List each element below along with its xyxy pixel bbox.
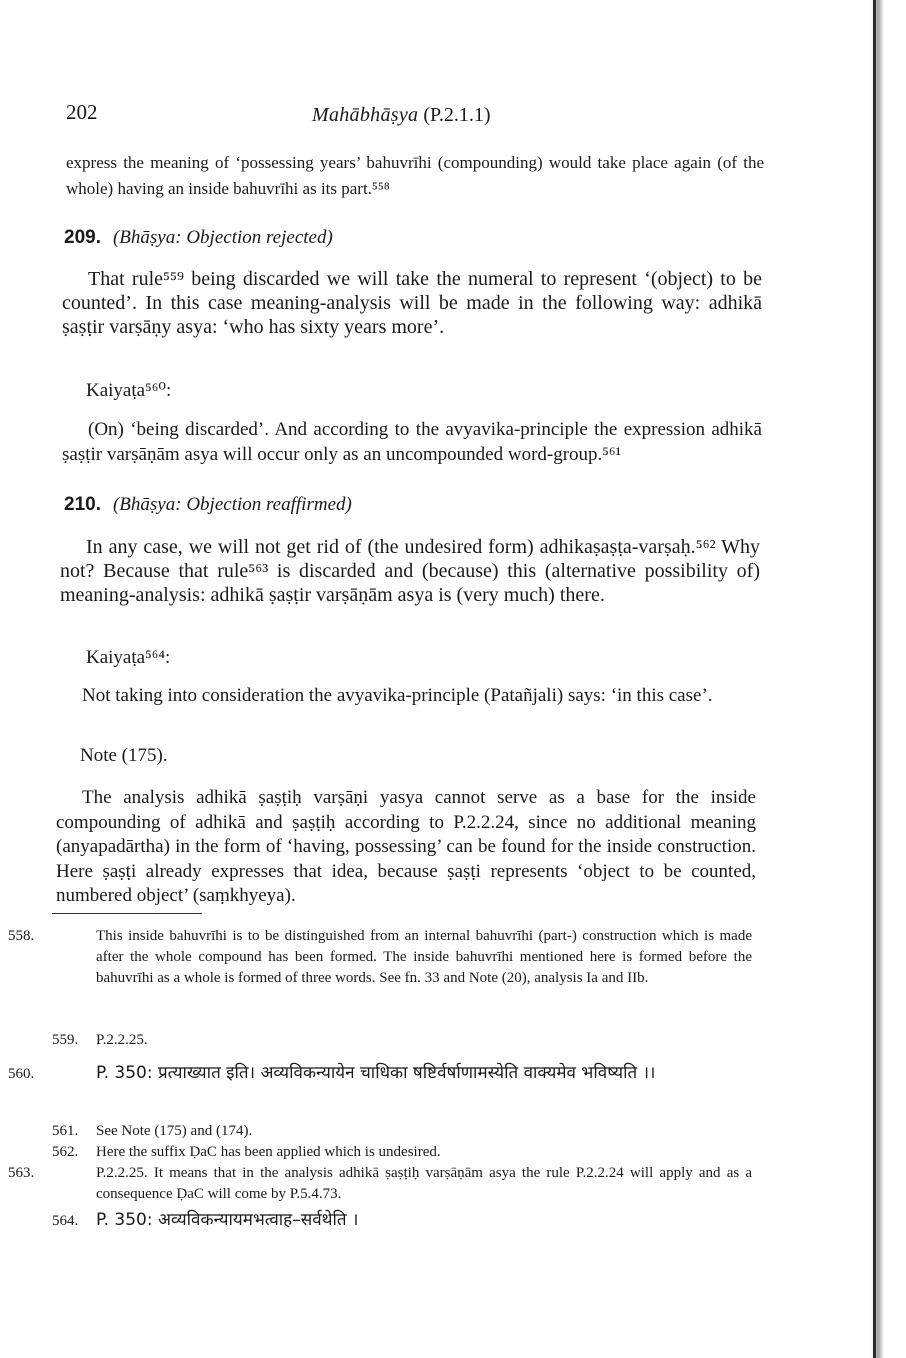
footnote-number: 559. <box>52 1032 79 1048</box>
footnote-number: 562. <box>52 1144 79 1160</box>
section-210-number: 210. <box>64 494 101 515</box>
footnote-number: 561. <box>52 1123 79 1139</box>
running-title-work: Mahābhāṣya <box>312 104 419 126</box>
note-175-label: Note (175). <box>80 745 168 766</box>
footnote-number: 563. <box>8 1165 35 1181</box>
footnote-number: 560. <box>8 1066 35 1082</box>
footnote-text: P.2.2.25. <box>96 1032 148 1048</box>
section-210-paragraph: In any case, we will not get rid of (the undesired form) adhikaṣaṣṭa-varṣaḥ.⁵⁶² Why not? Because that rule⁵⁶³ is discarded and (because) this (alternative possibility of) meaning-analysis: adhikā ṣaṣṭir varṣāṇām asya is (very much) there. <box>60 536 760 606</box>
section-209-heading <box>64 227 333 249</box>
section-210-kaiyata-text: Not taking into consideration the avyavika-principle (Patañjali) says: ‘in this case’. <box>82 685 713 706</box>
footnote-text: P.2.2.25. It means that in the analysis adhikā ṣaṣṭiḥ varṣāṇām asya the rule P.2.2.24 will apply and as a consequence ḌaC will come by P.5.4.73. <box>96 1165 752 1202</box>
footnote-564 <box>52 1210 752 1232</box>
footnote-text: Here the suffix ḌaC has been applied which is undesired. <box>96 1144 441 1160</box>
note-175-text: The analysis adhikā ṣaṣṭiḥ varṣāṇi yasya cannot serve as a base for the inside compounding of adhikā and ṣaṣṭiḥ according to P.2.2.24, since no additional meaning (anyapadārtha) in the form of ‘having, possessing’ can be found for the inside construction. Here ṣaṣṭi already expresses that idea, because ṣaṣṭi represents ‘object to be counted, numbered object’ (saṃkhyeya). <box>56 787 756 906</box>
section-209-paragraph: That rule⁵⁵⁹ being discarded we will take the numeral to represent ‘(object) to be counted’. In this case meaning-analysis will be made in the following way: adhikā ṣaṣṭir varṣāṇy asya: ‘who has sixty years more’. <box>62 268 762 338</box>
footnote-562 <box>52 1142 752 1163</box>
running-title <box>312 104 491 127</box>
footnote-559 <box>52 1030 752 1051</box>
section-210-kaiyata-label: Kaiyaṭa⁵⁶⁴: <box>86 647 171 668</box>
section-209-kaiyata-text: (On) ‘being discarded’. And according to the avyavika-principle the expression adhikā ṣaṣṭir varṣāṇām asya will occur only as an uncompounded word-group.⁵⁶¹ <box>62 419 762 465</box>
running-title-ref: (P.2.1.1) <box>423 104 491 126</box>
footnote-number: 564. <box>52 1213 79 1229</box>
section-210-title: (Bhāṣya: Objection reaffirmed) <box>112 494 352 515</box>
page-number: 202 <box>66 100 98 124</box>
footnote-558 <box>8 926 752 989</box>
footnote-divider <box>52 913 202 914</box>
section-209-number: 209. <box>64 227 101 248</box>
footnote-text: P. 350: अव्यविकन्यायमभत्वाह–सर्वथेति । <box>96 1210 359 1230</box>
footnote-563 <box>8 1163 752 1205</box>
page-edge-line <box>873 0 876 1358</box>
footnote-text: See Note (175) and (174). <box>96 1123 253 1139</box>
section-210-heading <box>64 494 352 516</box>
footnote-text: This inside bahuvrīhi is to be distinguished from an internal bahuvrīhi (part-) construction which is made after the whole compound has been formed. The inside bahuvrīhi mentioned here is formed before the bahuvrīhi as a whole is formed of three words. See fn. 33 and Note (20), analysis Ia and IIb. <box>96 928 752 986</box>
page-header <box>66 100 766 130</box>
footnote-561 <box>52 1121 752 1142</box>
section-209-title: (Bhāṣya: Objection rejected) <box>112 227 333 248</box>
intro-paragraph: express the meaning of ‘possessing years’ bahuvrīhi (compounding) would take place again (of the whole) having an inside bahuvrīhi as its part.⁵⁵⁸ <box>66 153 764 198</box>
footnote-number: 558. <box>8 928 35 944</box>
section-209-kaiyata-label: Kaiyaṭa⁵⁶⁰: <box>86 380 172 401</box>
footnote-560 <box>8 1056 752 1091</box>
footnote-text: P. 350: प्रत्याख्यात इति। अव्यविकन्यायेन चाधिका षष्टिर्वर्षाणामस्येति वाक्यमेव भविष्यति ।। <box>96 1063 656 1083</box>
